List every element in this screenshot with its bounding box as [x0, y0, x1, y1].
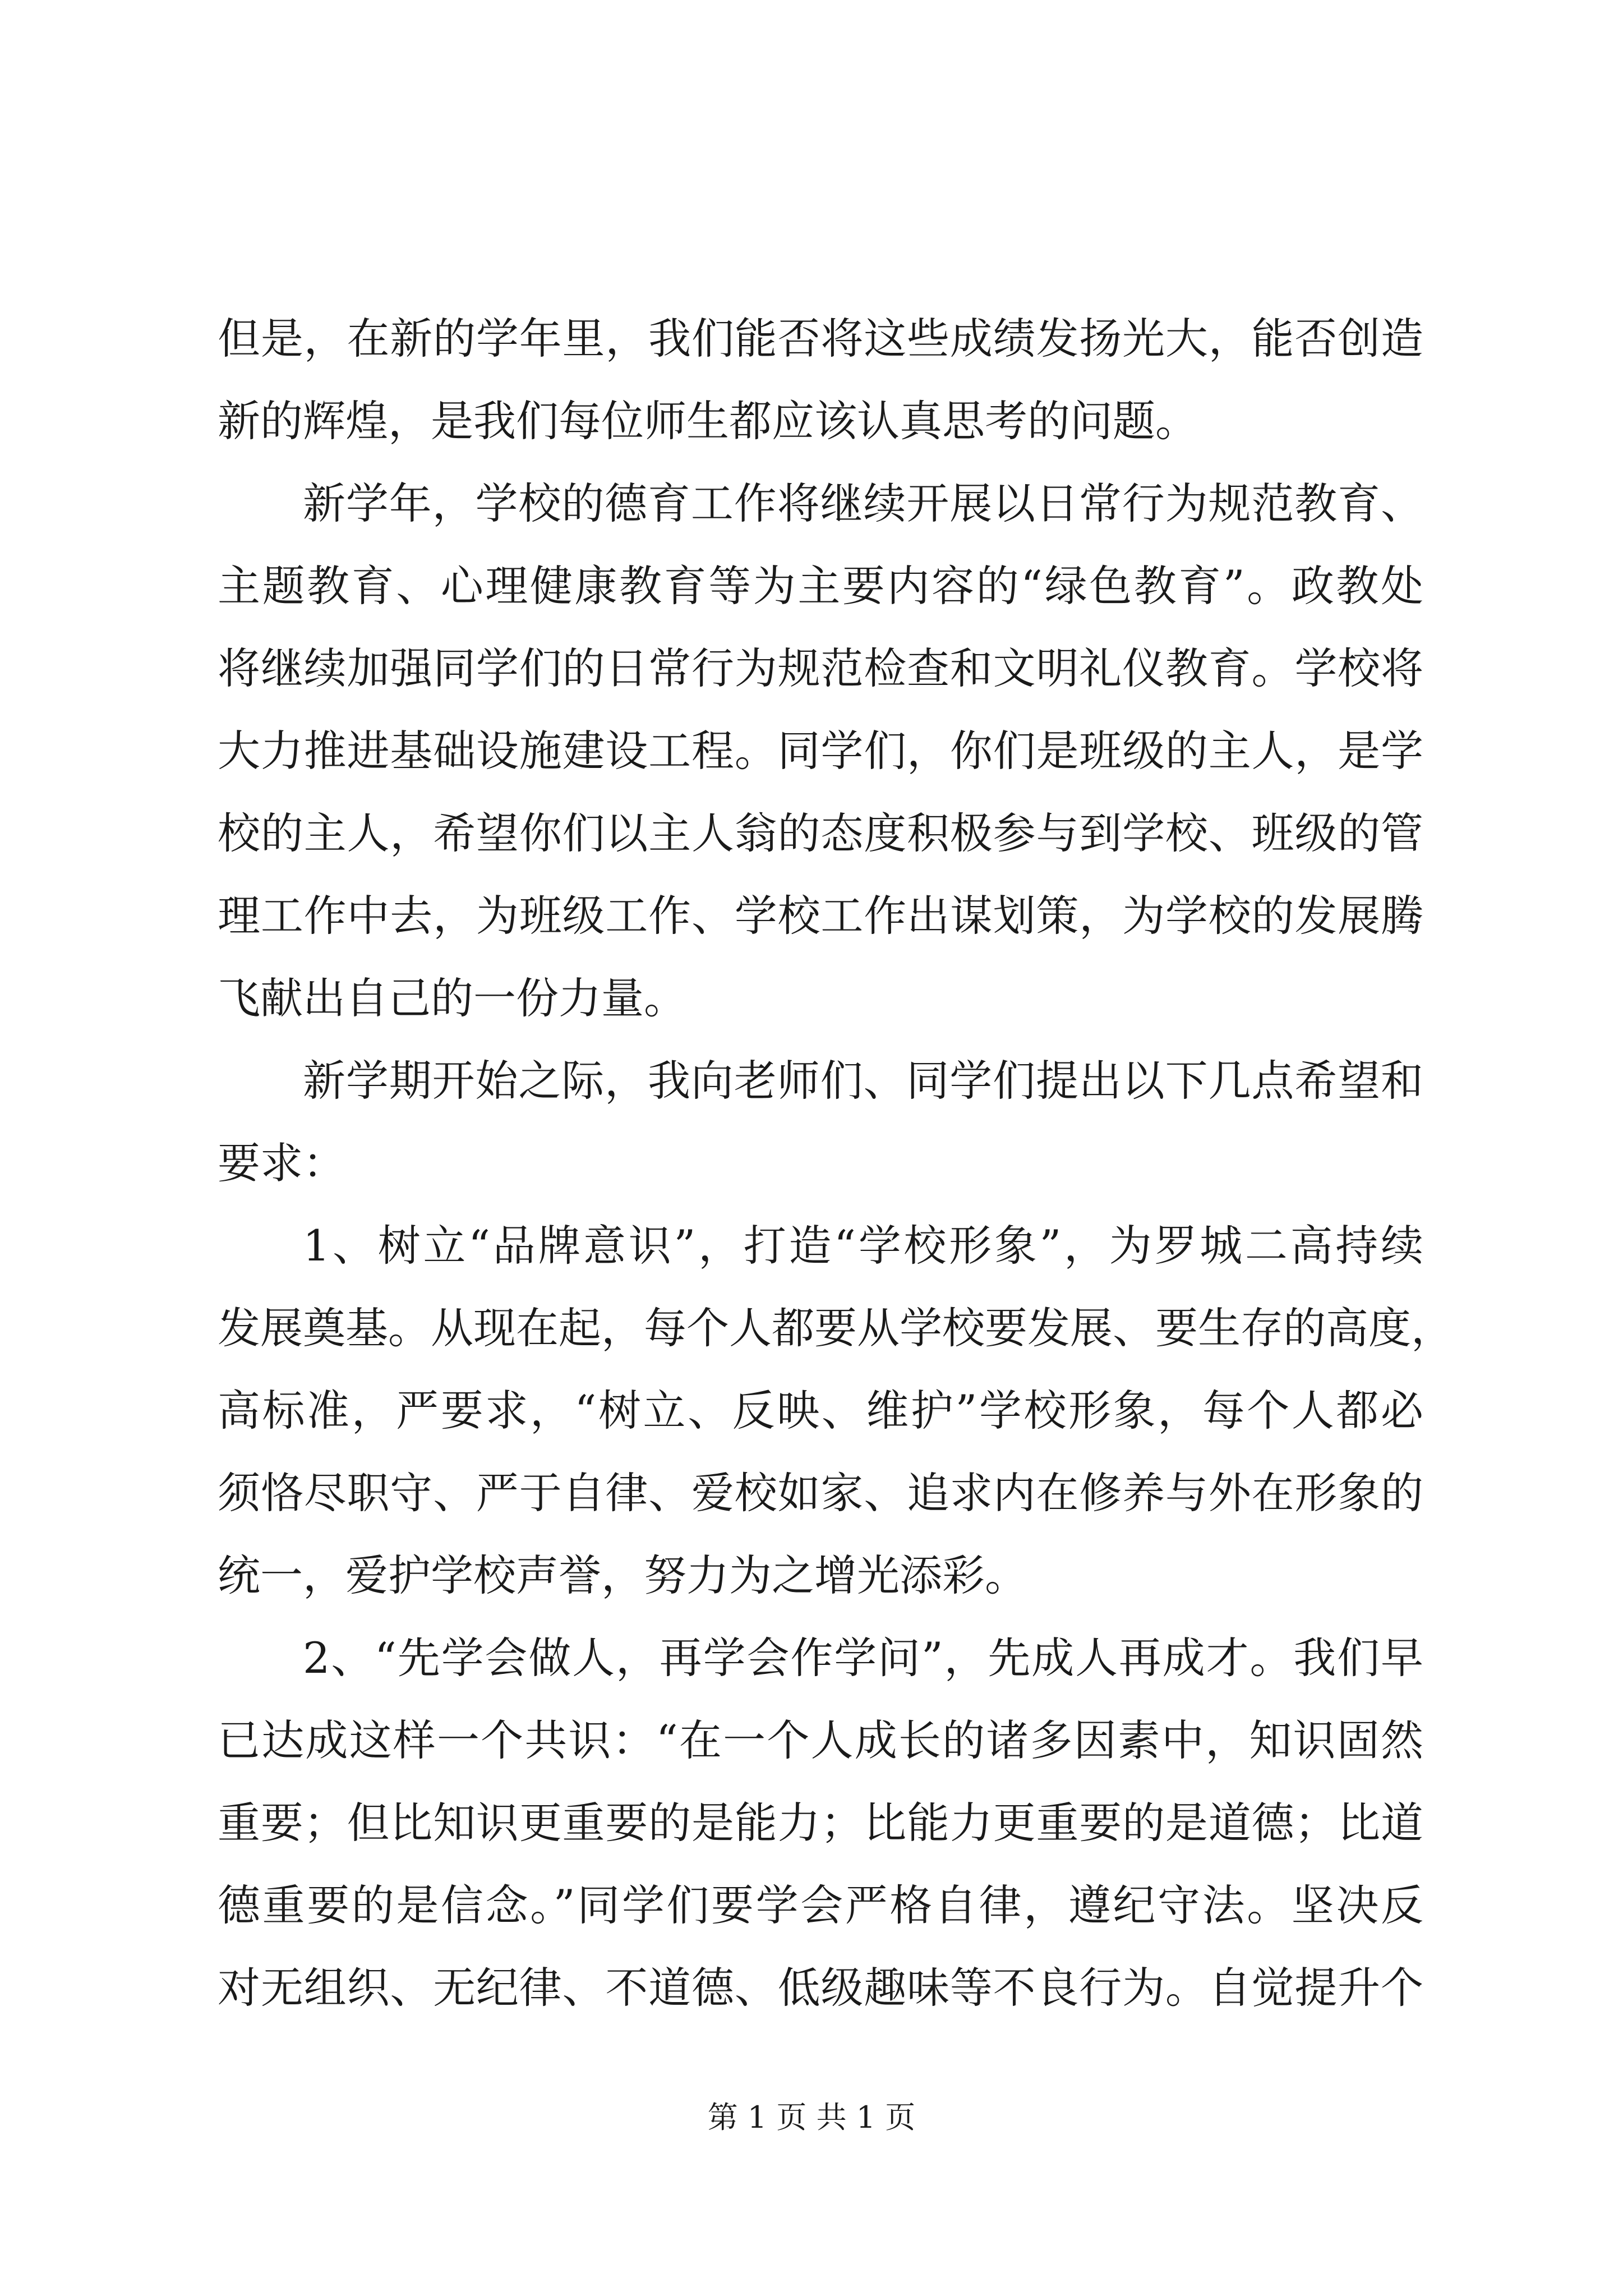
- text-line: 但是，在新的学年里，我们能否将这些成绩发扬光大，能否创造: [218, 314, 1423, 364]
- body-text: [218, 297, 1454, 2029]
- text-line: 新学期开始之际，我向老师们、同学们提出以下几点希望和: [303, 1056, 1423, 1106]
- text-line: 1、树立“品牌意识”，打造“学校形象”，为罗城二高持续: [303, 1221, 1423, 1271]
- text-line: 主题教育、心理健康教育等为主要内容的“绿色教育”。政教处: [218, 561, 1423, 611]
- page-footer: 第 1 页 共 1 页: [707, 2100, 916, 2135]
- text-line: 已达成这样一个共识：“在一个人成长的诸多因素中，知识固然: [218, 1715, 1423, 1765]
- text-line: 重要；但比知识更重要的是能力；比能力更重要的是道德；比道: [218, 1798, 1423, 1848]
- text-line: 统一，爱护学校声誉，努力为之增光添彩。: [218, 1550, 1027, 1600]
- text-line: 新的辉煌，是我们每位师生都应该认真思考的问题。: [218, 396, 1198, 446]
- text-line: 要求：: [218, 1138, 345, 1188]
- text-line: 高标准，严要求，“树立、反映、维护”学校形象，每个人都必: [218, 1386, 1423, 1435]
- text-line: 校的主人，希望你们以主人翁的态度积极参与到学校、班级的管: [218, 808, 1423, 858]
- text-line: 理工作中去，为班级工作、学校工作出谋划策，为学校的发展腾: [218, 891, 1423, 941]
- text-line: 须恪尽职守、严于自律、爱校如家、追求内在修养与外在形象的: [218, 1468, 1423, 1518]
- text-line: 对无组织、无纪律、不道德、低级趣味等不良行为。自觉提升个: [218, 1963, 1423, 2013]
- text-line: 德重要的是信念。”同学们要学会严格自律，遵纪守法。坚决反: [218, 1880, 1423, 1930]
- text-line: 飞献出自己的一份力量。: [218, 973, 686, 1023]
- text-line: 大力推进基础设施建设工程。同学们，你们是班级的主人，是学: [218, 726, 1423, 776]
- text-line: 将继续加强同学们的日常行为规范检查和文明礼仪教育。学校将: [218, 643, 1423, 693]
- text-line: 新学年，学校的德育工作将继续开展以日常行为规范教育、: [303, 478, 1423, 528]
- text-line: 发展奠基。从现在起，每个人都要从学校要发展、要生存的高度，: [218, 1303, 1454, 1353]
- text-line: 2、“先学会做人，再学会作学问”，先成人再成才。我们早: [303, 1633, 1423, 1683]
